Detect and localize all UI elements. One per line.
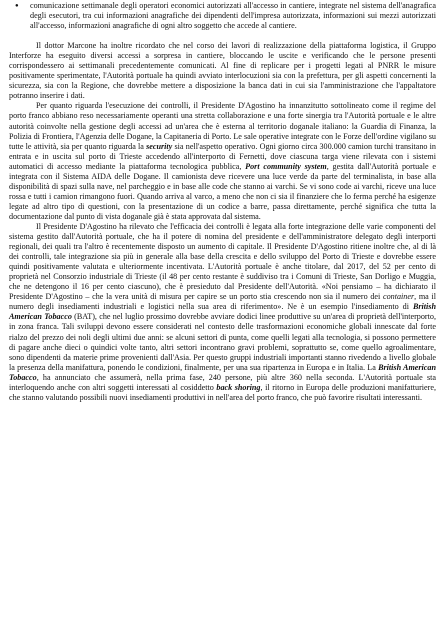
document-page xyxy=(0,1,445,632)
paragraph-text: Il dottor Marcone ha inoltre ricordato che nel corso dei lavori di realizzazione della piattaforma logistica, il Gruppo Interforze ha eseguito diversi accessi a sorpresa in cantiere, bloccando le uscite e verificando che le persone presenti corrispondessero ai settimanali precedentemente comunicati. Al fine di replicare per i progetti legati al PNRR le misure positivamente sperimentate, l'Autorità portuale ha quindi avviato interlocuzioni sia con la prefettura, per gli aspetti concernenti la sicurezza, sia con la Regione, che dovrebbe mettere a disposizione la banca dati in cui sia l'amministrazione che l'appaltatore potranno inserire i dati. xyxy=(9,41,436,101)
paragraph xyxy=(9,41,436,101)
paragraph xyxy=(9,101,436,222)
emphasized-text: British American Tobacco xyxy=(9,302,436,322)
paragraph-text: , gestita dall'Autorità portuale e integrata con il Sistema AIDA delle Dogane. Il camionista deve ricevere una luce verde da parte del terminalista, in base alla disponibilità di spazi sulla nave, nel parcheggio e in base alle code che stanno ai varchi. Se vi sono code ai varchi, riceve una luce rossa e tutti i camion rimangono fuori. Quando arriva al varco, a meno che non ci sia il finanziere che lo ferma perché ha esigenze legate ad altro tipo di questioni, con la presentazione di un codice a barre, passa direttamente, perché significa che tutta la documentazione dal punto di vista doganale già è stata approvata dal sistema. xyxy=(9,161,436,221)
paragraph-text: , ma il numero degli insediamenti industriali e logistici nella sua area di riferimento». Ne è un esempio l'insediamento di xyxy=(9,292,436,312)
emphasized-text: security xyxy=(146,141,173,151)
paragraph xyxy=(9,222,436,403)
bullet-text: comunicazione settimanale degli operatori economici autorizzati all'accesso in cantiere, integrate nel sistema dell'anagrafica degli esecutori, tra cui informazioni anagrafiche dei dipendenti dell'impresa autorizzata, informazioni sui mezzi autorizzati all'accesso, informazioni anagrafiche di ogni altro soggetto che accede al cantiere. xyxy=(30,1,436,31)
emphasized-text: container xyxy=(382,292,415,302)
bullet-icon: ● xyxy=(15,3,19,9)
emphasized-text: British American Tobacco xyxy=(9,362,436,382)
paragraph-text: sia nell'aspetto operativo. Ogni giorno circa 300.000 camion turchi transitano in entrata e in uscita sul porto di Trieste accedendo all'interporto di Fernetti, dove ciascuna targa viene rilevata con i sistemi automatici di accesso mediante la piattaforma tecnologica pubblica, xyxy=(9,141,436,171)
emphasized-text: back shoring xyxy=(216,382,261,392)
paragraph-text: Il Presidente D'Agostino ha rilevato che l'efficacia dei controlli è legata alla forte integrazione delle varie componenti del sistema gestito dall'Autorità portuale, che ha il potere di nomina del presidente e dell'amministratore delegato degli interporti regionali, dei quali tra l'altro è recentemente disposto un aumento di capitale. Il Presidente D'Agostino ritiene inoltre che, al di là dei controlli, tale integrazione sia più in generale alla base della crescita e dello sviluppo del Porto di Trieste e dovrebbe essere quindi positivamente valutata e ulteriormente incentivata. L'Autorità portuale è anche titolare, dal 2017, del 52 per cento di proprietà nel Consorzio industriale di Trieste (il 48 per cento restante è suddiviso tra i Comuni di Trieste, San Dorligo e Muggia, che ne detengono il 16 per cento ciascuno), che è presieduto dal Presidente dell'Autorità. «Noi pensiamo – ha dichiarato il Presidente D'Agostino – che la vera unità di misura per capire se un porto stia crescendo non sia il numero dei xyxy=(9,221,436,302)
paragraph-text: , il ritorno in Europa delle produzioni manifatturiere, che stanno valutando possibili nuovi insediamenti produttivi in nell'area del porto franco, che può favorire risultati interessanti. xyxy=(9,382,436,402)
emphasized-text: Port community system xyxy=(245,161,327,171)
paragraph-text: (BAT), che nel luglio prossimo dovrebbe avviare dodici linee produttive su un'area di proprietà dell'interporto, in zona franca. Tali sviluppi devono essere considerati nel contesto delle trasformazioni economiche globali innescate dal forte rialzo del prezzo dei noli degli ultimi due anni: se alcuni settori di punta, come quelli legati alla tecnologia, si possono permettere di pagare anche dieci o quindici volte tanto, altri settori incontrano gravi problemi, soprattutto se, come quello agroalimentare, sono dipendenti da materie prime provenienti dall'Asia. Per questo gruppi industriali importanti stanno rivedendo a livello globale la presenza della manifattura, ponendo le condizioni, finalmente, per una sua ripartenza in Europa e in Italia. La xyxy=(9,312,436,372)
bullet-list-item xyxy=(15,1,436,31)
paragraph-spacer xyxy=(9,31,436,41)
paragraph-text: , ha annunciato che assumerà, nella prima fase, 240 persone, più altre 360 nella seconda. L'Autorità portuale sta interloquendo anche con altri soggetti interessati al cosiddetto xyxy=(9,372,436,392)
paragraph-text: Per quanto riguarda l'esecuzione dei controlli, il Presidente D'Agostino ha innanzitutto sottolineato come il regime del porto franco abbiano reso necessariamente operanti una stretta collaborazione e una forte sinergia tra l'Autorità portuale e le altre autorità coinvolte nella gestione degli accessi ad un'area che è esterna al territorio doganale italiano: la Guardia di Finanza, la Polizia di Frontiera, l'Agenzia delle Dogane, la Capitaneria di Porto. Le sale operative integrate con le Forze dell'ordine vigilano su tutte le attività, sia per quanto riguarda la xyxy=(9,101,436,151)
